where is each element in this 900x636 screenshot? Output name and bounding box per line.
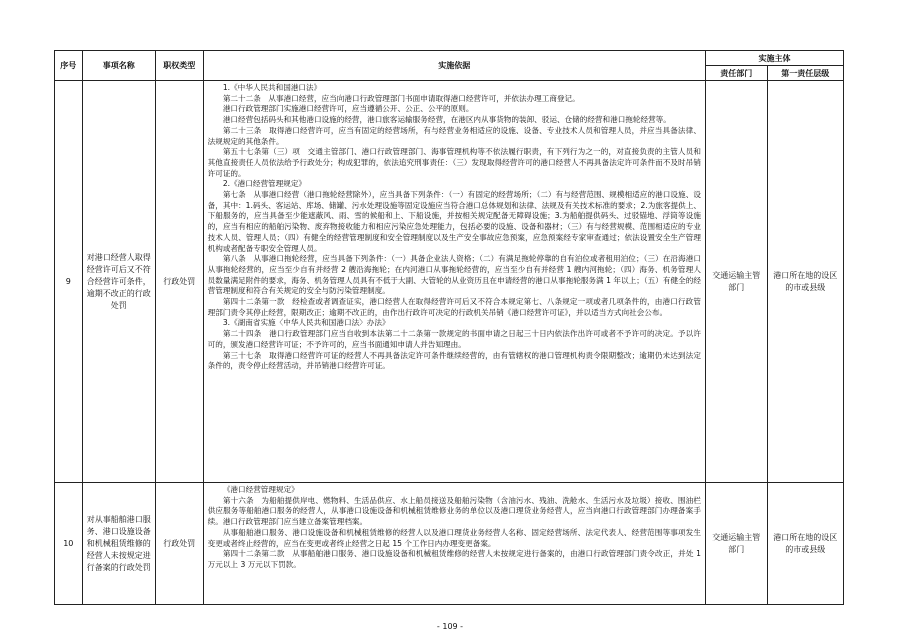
basis-paragraph: 2.《港口经营管理规定》 bbox=[222, 179, 307, 189]
basis-paragraph: 《港口经营管理规定》 bbox=[222, 485, 299, 494]
implementation-basis bbox=[203, 483, 705, 605]
basis-paragraph: 港口行政管理部门实施港口经营许可，应当遵循公开、公正、公平的原则。 bbox=[222, 104, 474, 114]
basis-paragraph: 第四十二条第二款 从事船舶港口服务、港口设施设备和机械租赁维修的经营人未按规定进行备案的，由港口行政管理部门责令改正，并处 1 万元以上 3 万元以下罚款。 bbox=[207, 549, 701, 569]
basis-paragraph: 第八条 从事港口拖轮经营，应当具备下列条件：（一）具备企业法人资格；（二）有满足拖轮停靠的自有泊位或者租用泊位；（三）在沿海港口从事拖轮经营的，应当至少自有并经营 2 艘沿海拖轮；在内河港口从事拖轮经营的，应当至少自有并经营 1 艘内河拖轮；（四）海务、机务管理人员数量满足附件的要求，海务、机务管理人员具有不低于大副、大管轮的从业资历且在申请经营的港口从事拖轮服务满 1 年以上；（五）有健全的经营管理制度和符合有关规定的安全与防污染管理制度。 bbox=[207, 254, 701, 296]
basis-paragraph: 从事船舶港口服务、港口设施设备和机械租赁维修的经营人以及港口理货业务经营人名称、固定经营场所、法定代表人、经营范围等事项发生变更或者终止经营的，应当在变更或者终止经营之日起 15 个工作日内办理变更备案。 bbox=[207, 527, 701, 548]
basis-paragraph: 第二十四条 港口行政管理部门应当自收到本法第二十二条第一款规定的书面申请之日起三十日内依法作出许可或者不予许可的决定。予以许可的，颁发港口经营许可证；不予许可的，应当书面通知申请人并告知理由。 bbox=[207, 329, 701, 349]
table-row bbox=[55, 483, 844, 605]
row-number: 9 bbox=[55, 81, 83, 483]
header-dept: 责任部门 bbox=[705, 66, 767, 81]
basis-paragraph: 第七条 从事港口经营（港口拖轮经营除外），应当具备下列条件：（一）有固定的经营场所；（二）有与经营范围、规模相适应的港口设施、设备，其中：1.码头、客运站、库场、储罐、污水处理设施等固定设施应当符合港口总体规划和法律、法规及有关技术标准的要求；2.为旅客提供上、下船服务的，应当具备至少能遮蔽风、雨、雪的候船和上、下船设施，并按相关规定配备无障碍设施；3.为船舶提供码头、过驳锚地、浮筒等设施的，应当有相应的船舶污染物、废弃物接收能力和相应污染应急处理能力，包括必要的设施、设备和器材；（三）有与经营规模、范围相适应的专业技术人员、管理人员；（四）有健全的经营管理制度和安全管理制度以及生产安全事故应急预案，应急预案经专家审查通过；依法设置安全生产管理机构或者配备专职安全管理人员。 bbox=[207, 190, 701, 253]
responsible-dept: 交通运输主管部门 bbox=[705, 81, 767, 483]
item-name: 对港口经营人取得经营许可后又不符合经营许可条件，逾期不改正的行政处罚 bbox=[82, 81, 155, 483]
implementation-basis bbox=[203, 81, 705, 483]
header-basis: 实施依据 bbox=[203, 51, 705, 81]
basis-paragraph: 第二十二条 从事港口经营，应当向港口行政管理部门书面申请取得港口经营许可，并依法办理工商登记。 bbox=[222, 93, 580, 103]
basis-paragraph: 第五十七条第（三）项 交通主管部门、港口行政管理部门、海事管理机构等不依法履行职责，有下列行为之一的，对直接负责的主管人员和其他直接责任人员依法给予行政处分；构成犯罪的，依法追究刑事责任：（三）发现取得经营许可的港口经营人不再具备法定许可条件而不及时吊销许可证的。 bbox=[207, 147, 701, 178]
basis-paragraph: 3.《湖南省实施〈中华人民共和国港口法〉办法》 bbox=[222, 318, 390, 328]
header-type: 职权类型 bbox=[155, 51, 203, 81]
basis-paragraph: 第十六条 为船舶提供岸电、燃物料、生活品供应、水上船员接送及船舶污染物（含油污水、残油、洗舱水、生活污水及垃圾）接收、围油栏供应服务等船舶港口服务的经营人，从事港口设施设备和机械租赁维修业务的单位以及港口理货业务经营人，应当向港口行政管理部门办理备案手续。港口行政管理部门应当建立备案管理档案。 bbox=[207, 495, 701, 527]
header-name: 事项名称 bbox=[82, 51, 155, 81]
row-number: 10 bbox=[55, 483, 83, 605]
header-level: 第一责任层级 bbox=[767, 66, 843, 81]
header-no: 序号 bbox=[55, 51, 83, 81]
responsibility-level: 港口所在地的设区的市或县级 bbox=[767, 483, 843, 605]
table-header-row-1 bbox=[55, 51, 844, 66]
basis-paragraph: 1.《中华人民共和国港口法》 bbox=[222, 83, 322, 92]
basis-paragraph: 第二十三条 取得港口经营许可，应当有固定的经营场所，有与经营业务相适应的设施、设备、专业技术人员和管理人员，并应当具备法律、法规规定的其他条件。 bbox=[207, 125, 701, 146]
authority-type: 行政处罚 bbox=[155, 483, 203, 605]
header-subject: 实施主体 bbox=[705, 51, 843, 66]
authority-table bbox=[54, 50, 844, 605]
authority-type: 行政处罚 bbox=[155, 81, 203, 483]
basis-paragraph: 第四十二条第一款 经检查或者调查证实，港口经营人在取得经营许可后又不符合本规定第七、八条规定一项或者几项条件的，由港口行政管理部门责令其停止经营，限期改正；逾期不改正的，由作出行政许可决定的行政机关吊销《港口经营许可证》，并以适当方式向社会公布。 bbox=[207, 297, 701, 317]
responsibility-level: 港口所在地的设区的市或县级 bbox=[767, 81, 843, 483]
item-name: 对从事船舶港口服务、港口设施设备和机械租赁维修的经营人未按规定进行备案的行政处罚 bbox=[82, 483, 155, 605]
basis-paragraph: 港口经营包括码头和其他港口设施的经营，港口旅客运输服务经营，在港区内从事货物的装卸、驳运、仓储的经营和港口拖轮经营等。 bbox=[222, 115, 671, 125]
page-number: - 109 - bbox=[436, 622, 464, 631]
basis-paragraph: 第三十七条 取得港口经营许可证的经营人不再具备法定许可条件继续经营的，由有管辖权的港口管理机构责令限期整改；逾期仍未达到法定条件的，责令停止经营活动，并吊销港口经营许可证。 bbox=[207, 350, 701, 371]
responsible-dept: 交通运输主管部门 bbox=[705, 483, 767, 605]
table-row bbox=[55, 81, 844, 483]
